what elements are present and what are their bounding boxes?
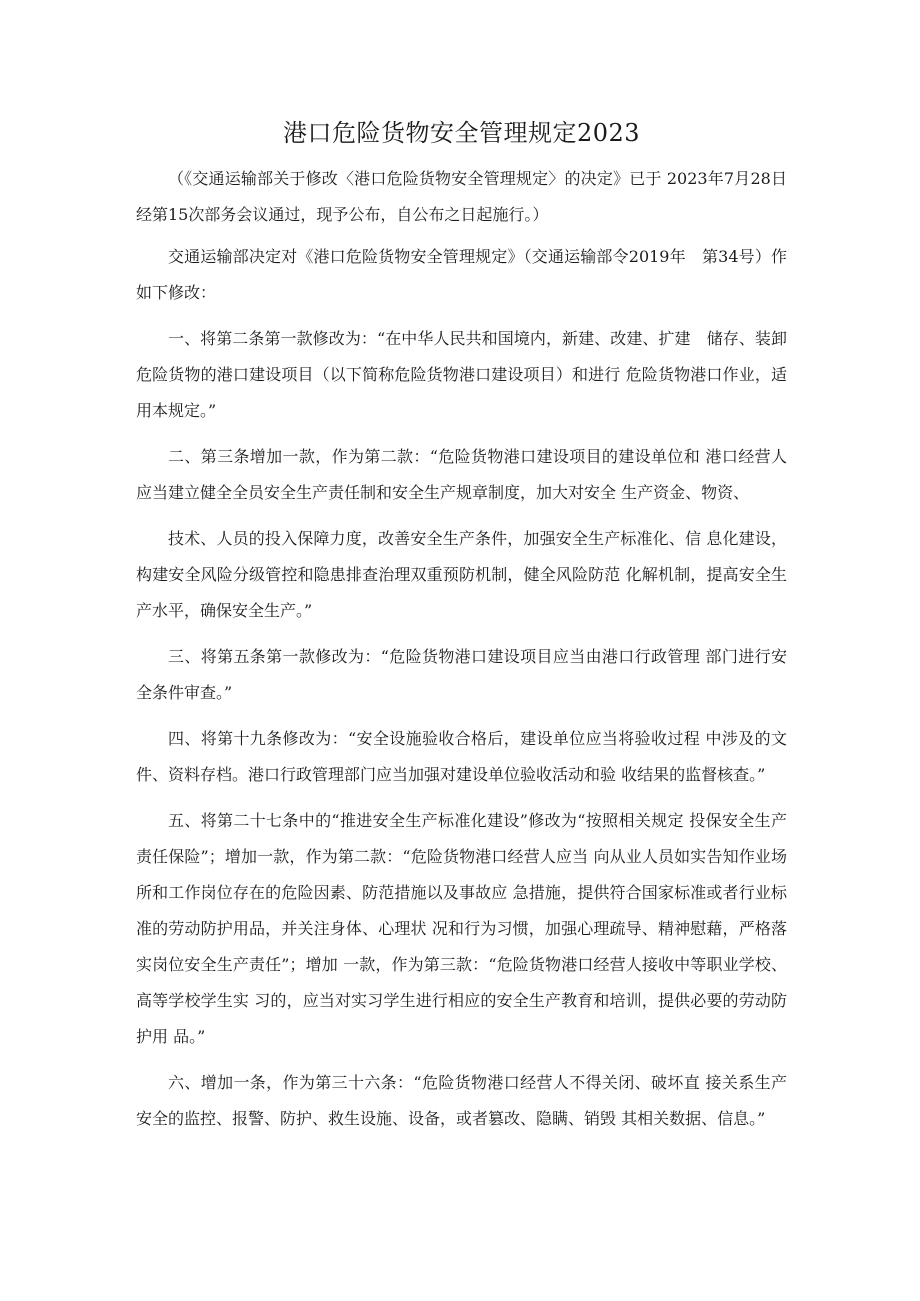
- intro-paragraph: 交通运输部决定对《港口危险货物安全管理规定》（交通运输部令2019年 第34号）作如下修改：: [136, 247, 787, 302]
- document-title: 港口危险货物安全管理规定2023: [282, 119, 641, 147]
- amendment-4: 四、将第十九条修改为：“安全设施验收合格后，建设单位应当将验收过程 中涉及的文件、资料存档。港口行政管理部门应当加强对建设单位验收活动和验 收结果的监督核查。”: [136, 729, 787, 784]
- amendment-2-continued: 技术、人员的投入保障力度，改善安全生产条件，加强安全生产标准化、信 息化建设，构建安全风险分级管控和隐患排查治理双重预防机制，健全风险防范 化解机制，提高安全生产水平，确保安全生产。”: [136, 529, 787, 620]
- amendment-2: 二、第三条增加一款，作为第二款：“危险货物港口建设项目的建设单位和 港口经营人应当建立健全全员安全生产责任制和安全生产规章制度，加大对安全 生产资金、物资、: [136, 447, 787, 502]
- amendment-1: 一、将第二条第一款修改为：“在中华人民共和国境内，新建、改建、扩建 储存、装卸危险货物的港口建设项目（以下简称危险货物港口建设项目）和进行 危险货物港口作业，适用本规定。”: [136, 329, 787, 420]
- amendment-3: 三、将第五条第一款修改为：“危险货物港口建设项目应当由港口行政管理 部门进行安全条件审查。”: [136, 647, 787, 702]
- amendment-6: 六、增加一条，作为第三十六条：“危险货物港口经营人不得关闭、破坏直 接关系生产安全的监控、报警、防护、救生设施、设备，或者篡改、隐瞒、销毁 其相关数据、信息。”: [136, 1073, 787, 1128]
- publication-note: （《交通运输部关于修改〈港口危险货物安全管理规定〉的决定》已于 2023年7月28日经第15次部务会议通过，现予公布，自公布之日起施行。）: [136, 169, 787, 224]
- document-body: [136, 161, 787, 1137]
- amendment-5: 五、将第二十七条中的“推进安全生产标准化建设”修改为“按照相关规定 投保安全生产责任保险”；增加一款，作为第二款：“危险货物港口经营人应当 向从业人员如实告知作业场所和工作岗位存在的危险因素、防范措施以及事故应 急措施，提供符合国家标准或者行业标准的劳动防护用品，并关注身体、心理状 况和行为习惯，加强心理疏导、精神慰藉，严格落实岗位安全生产责任”；增加 一款，作为第三款：“危险货物港口经营人接收中等职业学校、高等学校学生实 习的，应当对实习学生进行相应的安全生产教育和培训，提供必要的劳动防护用 品。”: [136, 811, 787, 1046]
